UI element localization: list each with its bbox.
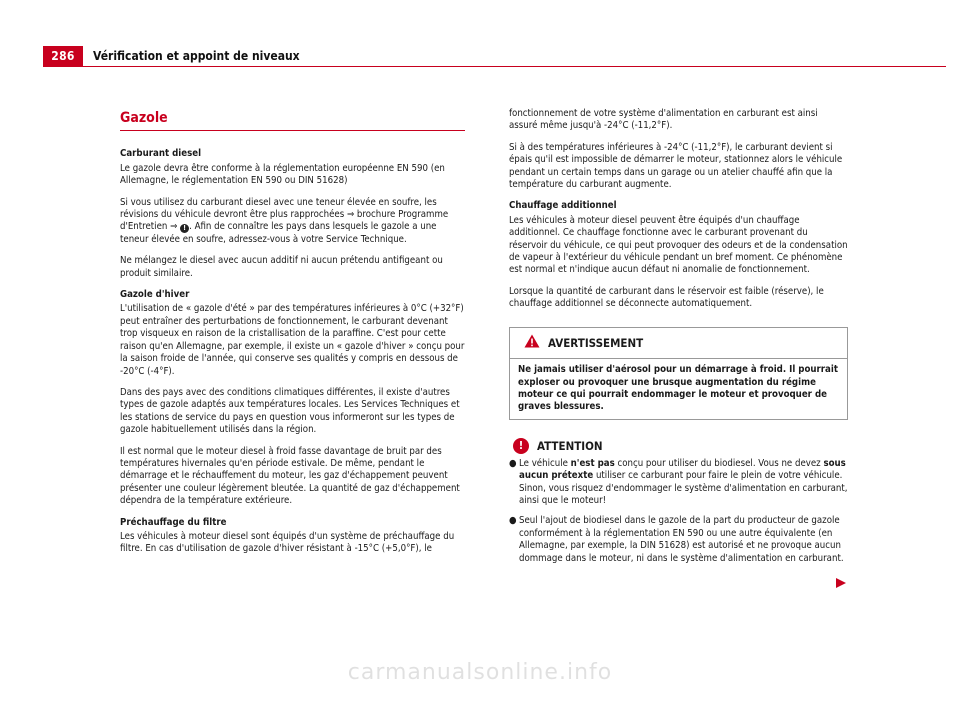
section-title: Gazole xyxy=(120,112,465,131)
page-number: 286 xyxy=(43,46,83,66)
paragraph: Les véhicules à moteur diesel peuvent être équipés d'un chauffage additionnel. Ce chauffage fonctionne avec le carburant provenant du réservoir du véhicule, ce qui peut provoquer des odeurs et de la condensation de vapeur à l'extérieur du véhicule pendant un bref moment. Ce phénomène est normal et n'indique aucun défaut ni anomalie de fonctionnement. xyxy=(509,214,848,276)
caution-reference-icon[interactable]: ! xyxy=(180,224,189,233)
attention-bullet xyxy=(509,515,848,565)
attention-bullet-text: Le véhicule n'est pas conçu pour utiliser du biodiesel. Vous ne devez sous aucun prétexte utiliser ce carburant pour faire le plein de votre véhicule. Sinon, vous risquez d'endommager le système d'alimentation en carburant, ainsi que le moteur! xyxy=(519,457,848,506)
paragraph-text: . Afin de connaître les pays dans lesquels le gazole a une teneur élevée en soufre, adressez-vous à votre Service Technique. xyxy=(120,221,437,245)
left-column xyxy=(120,112,465,565)
paragraph: Il est normal que le moteur diesel à froid fasse davantage de bruit par des températures hivernales qu'en période estivale. De même, pendant le démarrage et le réchauffement du moteur, les gaz d'échappement peuvent présenter une couleur légèrement bleutée. La quantité de gaz d'échappement dépendra de la température extérieure. xyxy=(120,445,460,507)
attention-bullet xyxy=(509,458,848,508)
paragraph: Lorsque la quantité de carburant dans le réservoir est faible (réserve), le chauffage additionnel se déconnecte automatiquement. xyxy=(509,285,824,310)
attention-bullet-text: Seul l'ajout de biodiesel dans le gazole de la part du producteur de gazole conformément à la réglementation EN 590 ou une autre équivalente (en Allemagne, par exemple, la DIN 51628) est autorisé et ne provoque aucun dommage dans le moteur, ni dans le système d'alimentation en carburant. xyxy=(519,515,844,564)
subheading-chauffage-additionnel: Chauffage additionnel xyxy=(509,200,617,212)
warning-triangle-icon xyxy=(524,334,540,352)
right-column xyxy=(509,108,848,573)
paragraph xyxy=(120,197,465,247)
paragraph-text: Si vous utilisez du carburant diesel avec une teneur élevée en soufre, les révisions du véhicule devront être plus rapprochées ⇒ brochure Programme d'Entretien ⇒ xyxy=(120,196,449,233)
paragraph: Le gazole devra être conforme à la réglementation européenne EN 590 (en Allemagne, le réglementation EN 590 ou DIN 51628) xyxy=(120,162,445,187)
paragraph: Dans des pays avec des conditions climatiques différentes, il existe d'autres types de gazole adaptés aux températures locales. Les Services Techniques et les stations de service du pays en question vous informeront sur les types de gazole habituellement utilisés dans la région. xyxy=(120,386,460,436)
paragraph: L'utilisation de « gazole d'été » par des températures inférieures à 0°C (+32°F) peut entraîner des perturbations de fonctionnement, le carburant devenant trop visqueux en raison de la cristallisation de la paraffine. C'est pour cette raison qu'en Allemagne, par exemple, il existe un « gazole d'hiver » conçu pour la saison froide de l'année, qui conserve ses qualités y compris en dessous de -20°C (-4°F). xyxy=(120,303,465,377)
subheading-carburant-diesel: Carburant diesel xyxy=(120,148,202,160)
attention-icon: ! xyxy=(513,438,529,454)
warning-text: Ne jamais utiliser d'aérosol pour un démarrage à froid. Il pourrait exploser ou provoquer une brusque augmentation du régime moteur ce qui pourrait endommager le moteur et provoquer de graves blessures. xyxy=(518,364,838,413)
warning-title: AVERTISSEMENT xyxy=(548,335,644,350)
subheading-prechauffage-filtre: Préchauffage du filtre xyxy=(120,516,227,528)
paragraph: fonctionnement de votre système d'alimentation en carburant est ainsi assuré même jusqu'à -24°C (-11,2°F). xyxy=(509,108,818,132)
bullet-icon: ● xyxy=(509,457,517,469)
subheading-gazole-hiver: Gazole d'hiver xyxy=(120,289,190,301)
warning-header xyxy=(510,328,847,359)
page-header-title: Vérification et appoint de niveaux xyxy=(93,49,300,63)
watermark: carmanualsonline.info xyxy=(347,660,613,685)
attention-title: ATTENTION xyxy=(537,438,603,453)
paragraph: Les véhicules à moteur diesel sont équipés d'un système de préchauffage du filtre. En cas d'utilisation de gazole d'hiver résistant à -15°C (+5,0°F), le xyxy=(120,530,455,555)
header-rule xyxy=(43,66,946,67)
bullet-icon: ● xyxy=(509,515,517,527)
attention-header xyxy=(509,438,848,454)
paragraph: Si à des températures inférieures à -24°C (-11,2°F), le carburant devient si épais qu'il est impossible de démarrer le moteur, stationnez alors le véhicule pendant un certain temps dans un garage ou un atelier chauffé afin que la température du carburant augmente. xyxy=(509,141,843,191)
paragraph: Ne mélangez le diesel avec aucun additif ni aucun prétendu antifigeant ou produit similaire. xyxy=(120,255,443,279)
next-page-arrow-icon[interactable] xyxy=(836,573,846,592)
warning-box xyxy=(509,327,848,420)
